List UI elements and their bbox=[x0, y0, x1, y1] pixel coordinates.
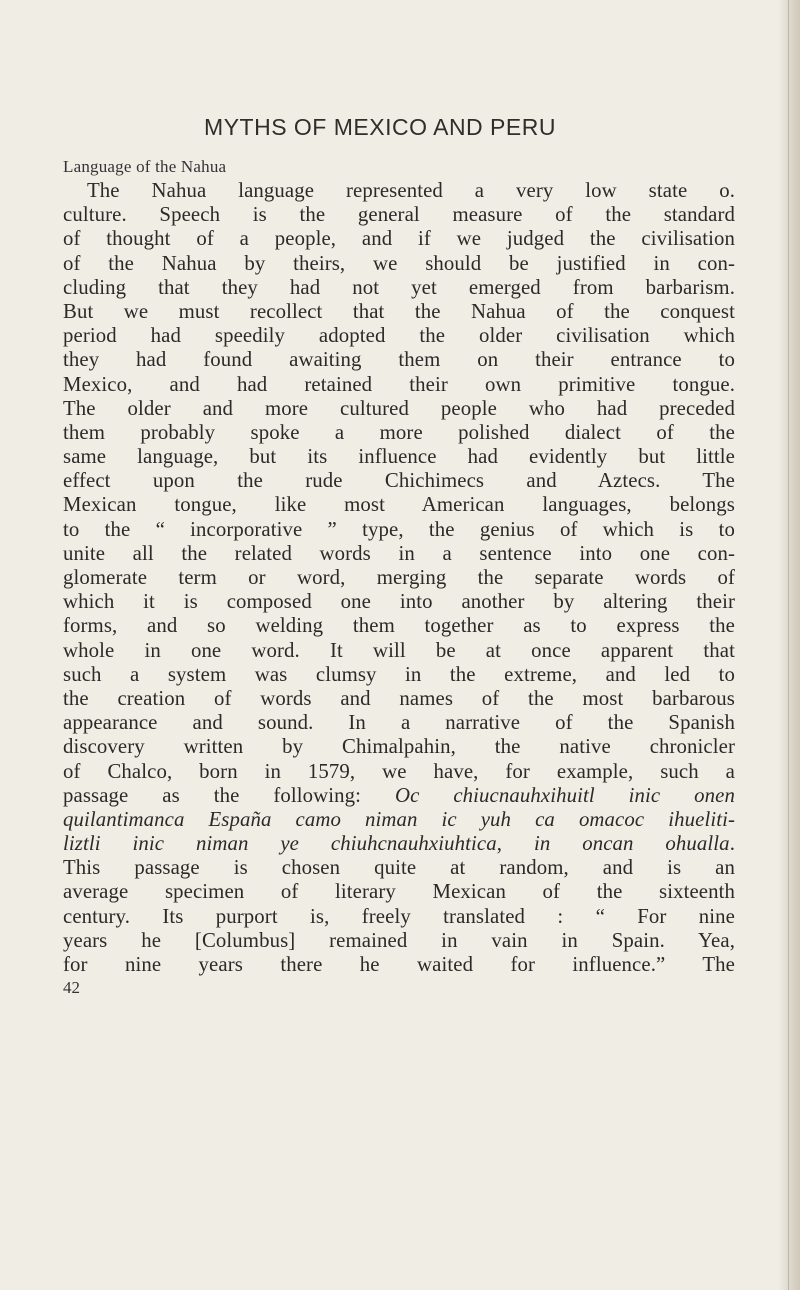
text-line: years he [Columbus] remained in vain in Spain. Yea, bbox=[63, 928, 735, 952]
running-head: MYTHS OF MEXICO AND PERU bbox=[204, 114, 556, 140]
text-line: century. Its purport is, freely translated : “ For nine bbox=[63, 904, 735, 928]
text-line: period had speedily adopted the older civilisation which bbox=[63, 324, 735, 348]
text-line: This passage is chosen quite at random, and is an bbox=[63, 856, 735, 880]
text-line: Mexico, and had retained their own primitive tongue. bbox=[63, 372, 735, 396]
text-line: unite all the related words in a sentence into one con- bbox=[63, 541, 735, 565]
text-line: for nine years there he waited for influence.” The bbox=[63, 953, 735, 976]
nahuatl-quote: quilantimanca España camo niman ic yuh ca omacoc ihueliti- bbox=[63, 807, 735, 831]
text-line: effect upon the rude Chichimecs and Aztecs. The bbox=[63, 469, 735, 493]
text-line: But we must recollect that the Nahua of the conquest bbox=[63, 299, 735, 323]
text-line: average specimen of literary Mexican of the sixteenth bbox=[63, 880, 735, 904]
text-line: them probably spoke a more polished dialect of the bbox=[63, 420, 735, 444]
text-line: cluding that they had not yet emerged from barbarism. bbox=[63, 275, 735, 299]
text-line: forms, and so welding them together as to express the bbox=[63, 614, 735, 638]
text-line: of Chalco, born in 1579, we have, for example, such a bbox=[63, 759, 735, 783]
nahuatl-quote: in oncan ohualla bbox=[533, 832, 730, 856]
text-line: same language, but its influence had evidently but little bbox=[63, 445, 735, 469]
text-line: which it is composed one into another by altering their bbox=[63, 590, 735, 614]
text-line: discovery written by Chimalpahin, the native chronicler bbox=[63, 735, 735, 759]
text-line-mixed bbox=[63, 784, 735, 808]
text-line: such a system was clumsy in the extreme, and led to bbox=[63, 662, 735, 686]
text-line: culture. Speech is the general measure of the standard bbox=[63, 203, 735, 227]
text-run: , bbox=[496, 832, 534, 856]
page-gutter-edge bbox=[778, 0, 800, 1290]
page-number: 42 bbox=[63, 978, 80, 998]
text-line: they had found awaiting them on their entrance to bbox=[63, 348, 735, 372]
text-line: of the Nahua by theirs, we should be justified in con- bbox=[63, 251, 735, 275]
text-line: the creation of words and names of the most barbarous bbox=[63, 686, 735, 710]
body-text bbox=[63, 154, 735, 999]
nahuatl-quote: liztli inic niman ye chiuhcnauhxiuhtica bbox=[63, 832, 497, 856]
text-line: The Nahua language represented a very low state o. bbox=[87, 179, 735, 202]
text-run: . bbox=[729, 832, 735, 856]
text-line: of thought of a people, and if we judged the civilisation bbox=[63, 227, 735, 251]
text-line-mixed bbox=[63, 808, 735, 832]
section-sidenote: Language of the Nahua bbox=[63, 157, 227, 176]
nahuatl-quote: Oc chiucnauhxihuitl inic onen bbox=[394, 783, 735, 807]
text-line: whole in one word. It will be at once apparent that bbox=[63, 638, 735, 662]
text-line: appearance and sound. In a narrative of the Spanish bbox=[63, 711, 735, 735]
text-line: Mexican tongue, like most American languages, belongs bbox=[63, 493, 735, 517]
text-line: The older and more cultured people who had preceded bbox=[63, 396, 735, 420]
text-line: to the “ incorporative ” type, the genius of which is to bbox=[63, 517, 735, 541]
text-run: passage as the following: bbox=[63, 783, 395, 807]
text-line-mixed bbox=[63, 832, 735, 856]
text-line: glomerate term or word, merging the separate words of bbox=[63, 566, 735, 589]
